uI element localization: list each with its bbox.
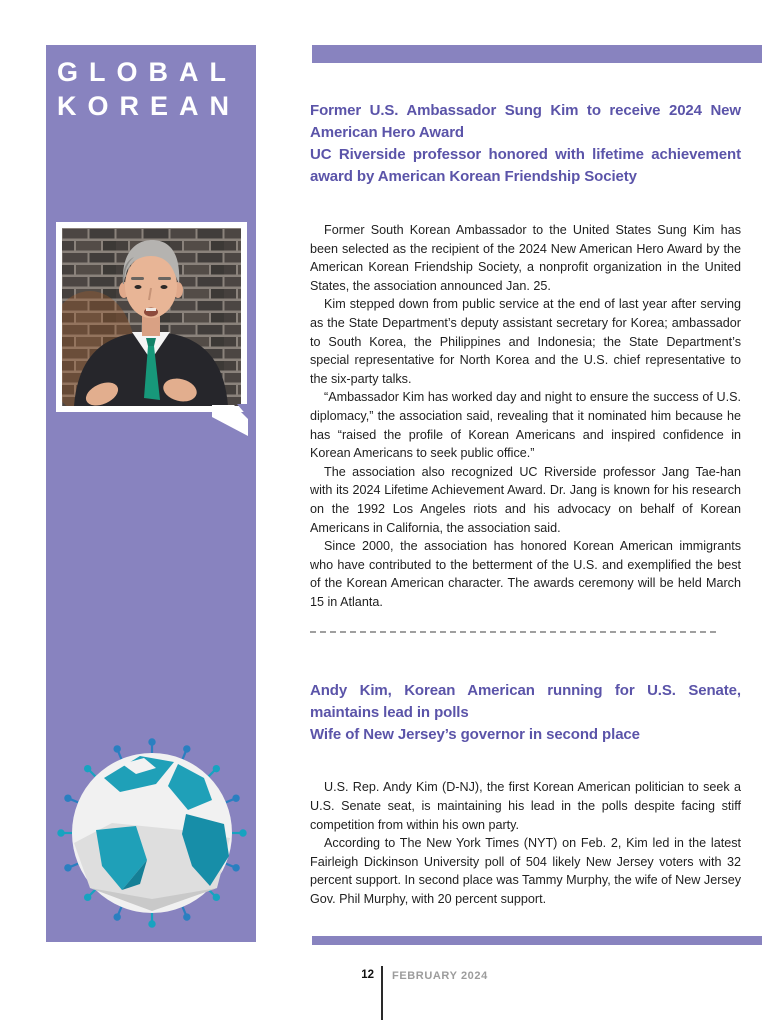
section-title: [46, 45, 256, 123]
globe-illustration: [52, 738, 252, 928]
article-column: [310, 100, 741, 909]
article-1-subheadline: UC Riverside professor honored with lifetime achievement award by American Korean Friendship Society: [310, 146, 741, 185]
article-2-body: [310, 778, 741, 908]
portrait-photo: [56, 222, 247, 412]
article-paragraph: The association also recognized UC Riverside professor Jang Tae-han with its 2024 Lifetime Achievement Award. Dr. Jang is known for his research on the 1992 Los Angeles riots and his advocacy on behalf of Korean Americans in California, the association said.: [310, 464, 741, 535]
article-paragraph: According to The New York Times (NYT) on Feb. 2, Kim led in the latest Fairleigh Dickinson University poll of 504 likely New Jersey voters with 32 percent support. In second place was Tammy Murphy, the wife of New Jersey Gov. Phil Murphy, with 20 percent support.: [310, 836, 741, 907]
article-paragraph: Former South Korean Ambassador to the United States Sung Kim has been selected as the recipient of the 2024 New American Hero Award by the American Korean Friendship Society, a nonprofit organization in the United States, the association announced Jan. 25.: [310, 223, 741, 293]
accent-bar-bottom: [312, 936, 762, 945]
article-2-subheadline: Wife of New Jersey’s governor in second place: [310, 726, 640, 744]
issue-label: FEBRUARY 2024: [392, 970, 488, 982]
globe-icon: [52, 738, 252, 928]
article-1-headline: Former U.S. Ambassador Sung Kim to receive 2024 New American Hero Award: [310, 102, 741, 141]
portrait-illustration: [62, 228, 241, 406]
accent-bar-top: [312, 45, 762, 63]
article-paragraph: Kim stepped down from public service at the end of last year after serving as the State Department’s deputy assistant secretary for Korea; ambassador to South Korea, the Philippines and Indonesia; the State Department’s special representative for North Korea and the U.S. chief representative to the six-party talks.: [310, 297, 741, 386]
dashed-divider: [310, 631, 716, 633]
speech-bubble-tail: [200, 400, 256, 444]
article-paragraph: Since 2000, the association has honored Korean American immigrants who have contributed to the betterment of the U.S. and exemplified the best of the Korean American character. The awards ceremony will be held March 15 in Atlanta.: [310, 539, 741, 609]
footer-divider-rule: [381, 966, 383, 1020]
article-paragraph: U.S. Rep. Andy Kim (D-NJ), the first Korean American politician to seek a U.S. Senate seat, is maintaining his lead in the polls despite facing stiff competition from within his own party.: [310, 780, 741, 832]
article-1-body: [310, 221, 741, 611]
page-number: 12: [361, 969, 374, 981]
article-2-headline: Andy Kim, Korean American running for U.S. Senate, maintains lead in polls: [310, 682, 741, 722]
article-1: [310, 100, 741, 611]
section-title-line2: KOREAN: [57, 91, 241, 121]
article-paragraph: “Ambassador Kim has worked day and night to ensure the success of U.S. diplomacy,” the association said, revealing that it nominated him because he has “raised the profile of Korean Americans and inspired confidence in Korean Americans to seek public office.”: [310, 390, 741, 461]
section-title-line1: GLOBAL: [57, 57, 237, 87]
article-2: [310, 680, 741, 908]
